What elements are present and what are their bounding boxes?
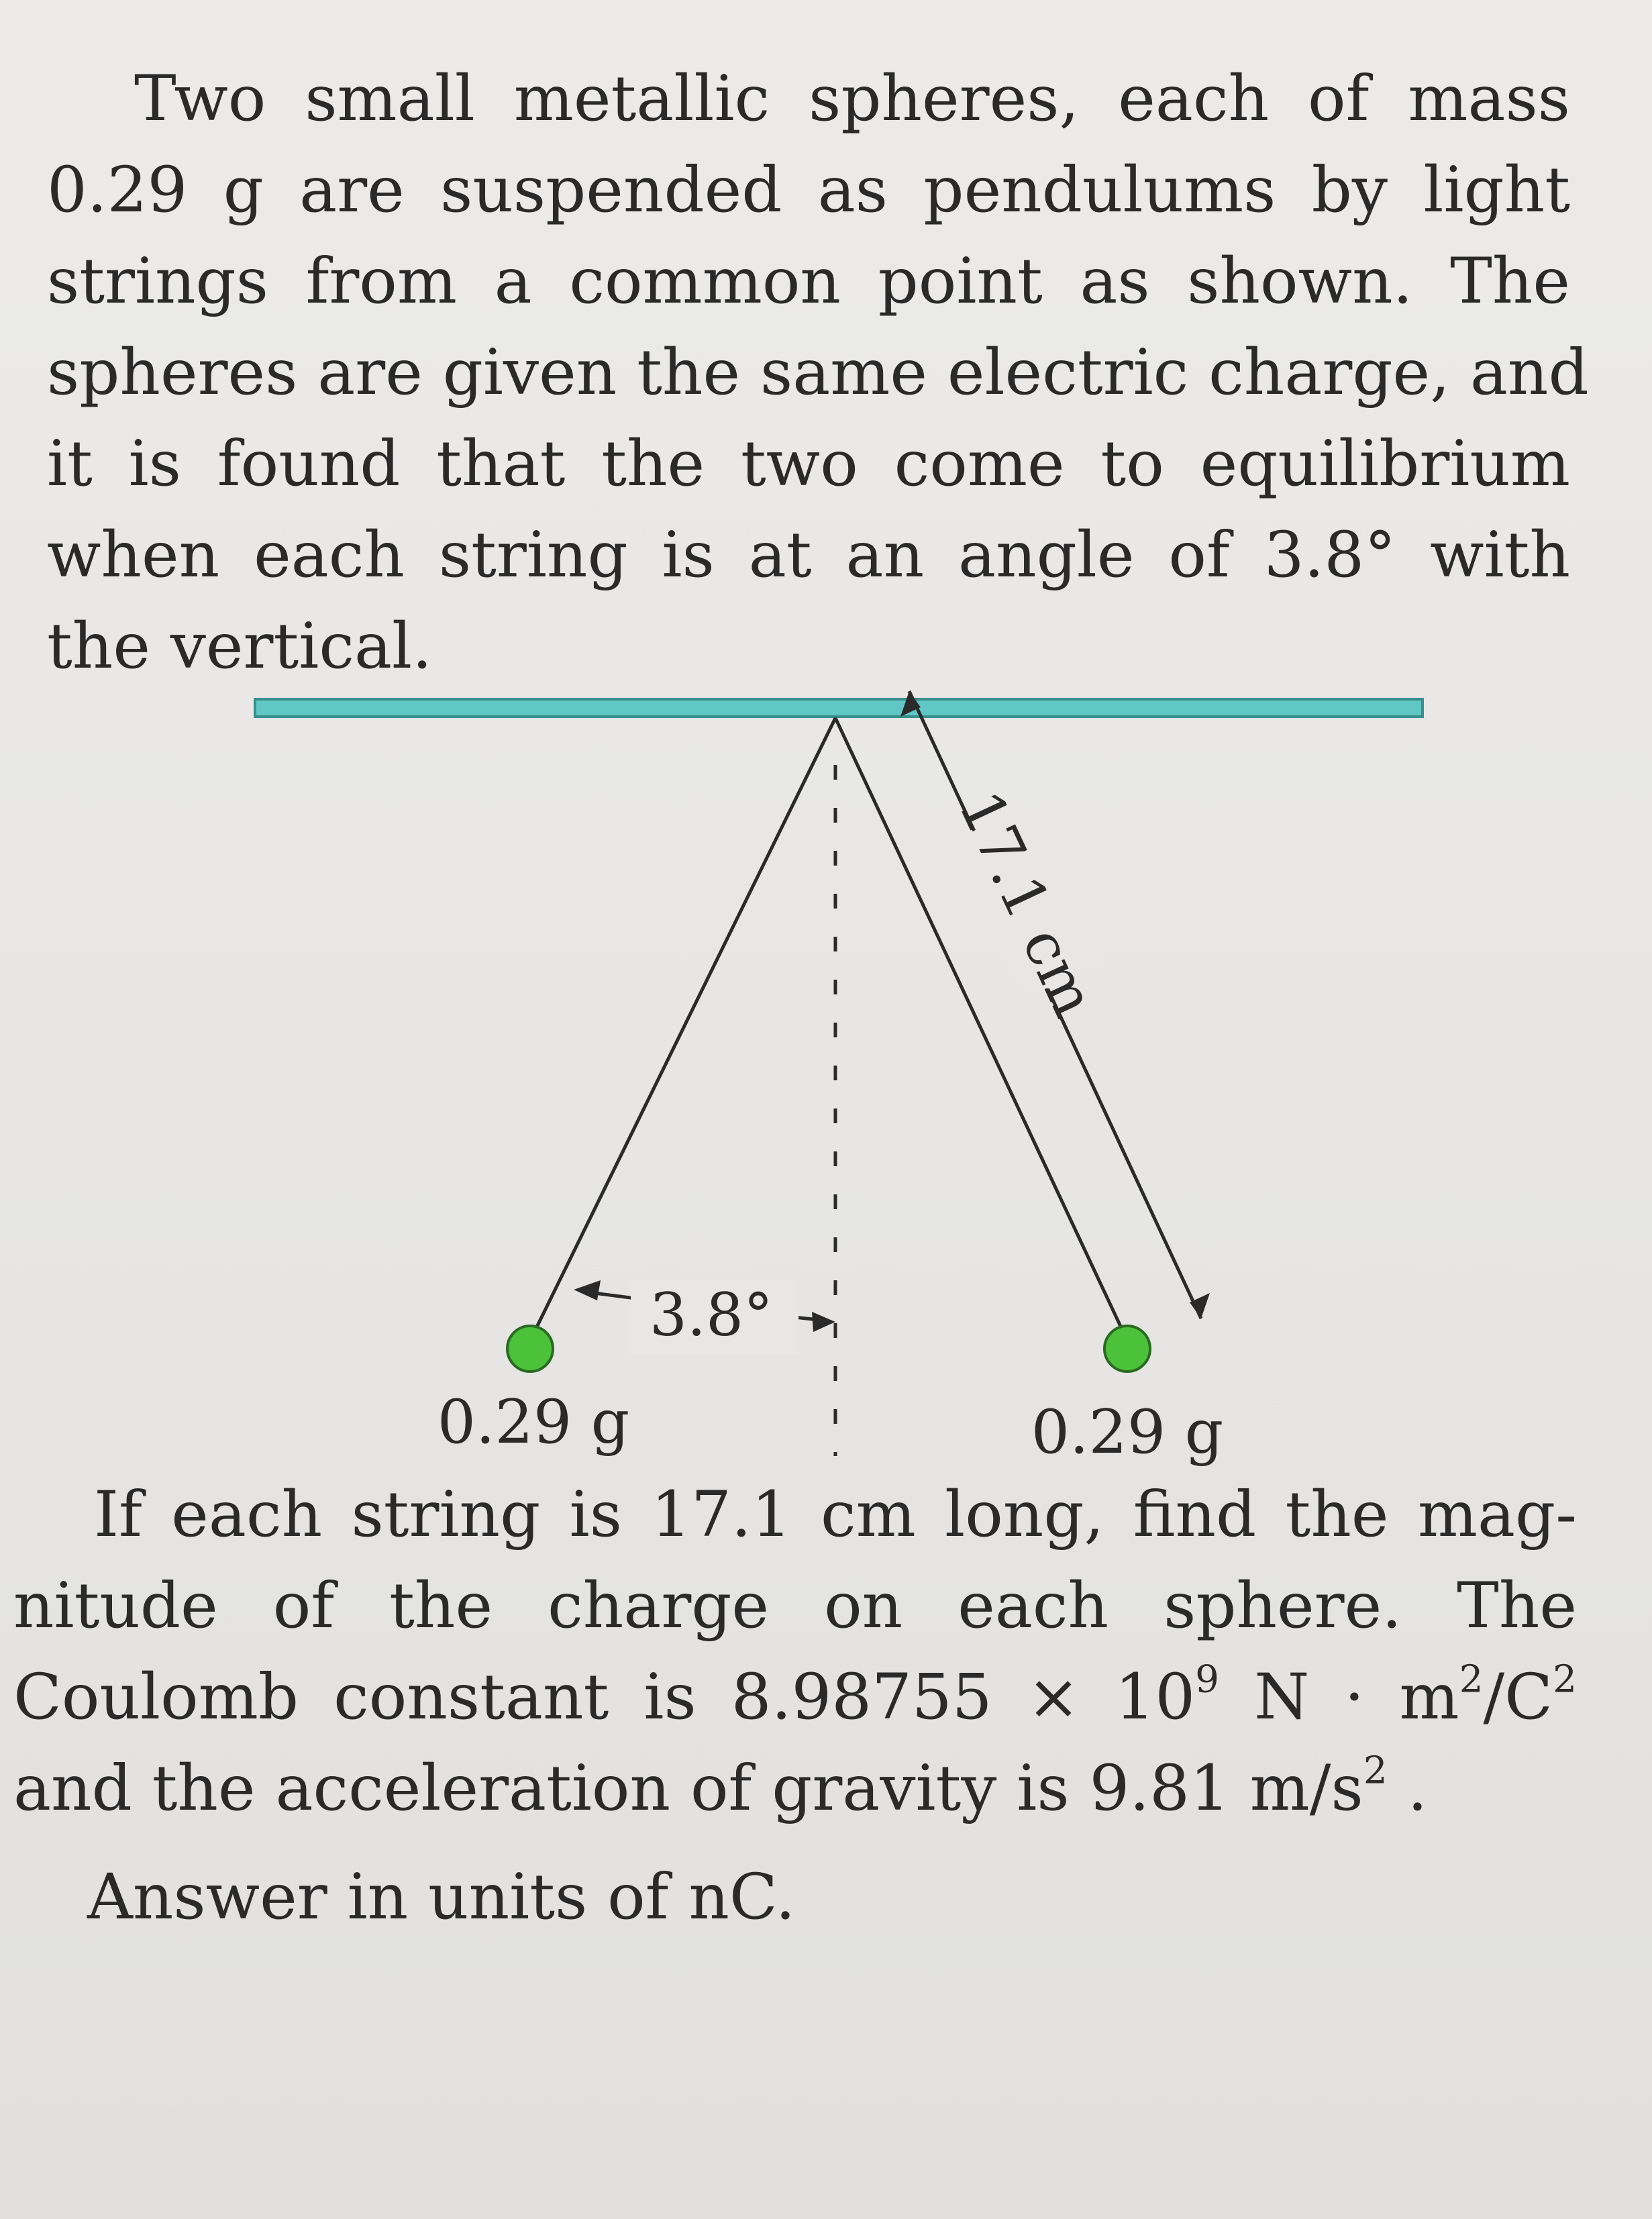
intro-line: strings from a common point as shown. The bbox=[47, 245, 1570, 318]
left-string bbox=[530, 718, 835, 1341]
ceiling-bar bbox=[255, 699, 1423, 717]
coulomb-prefix: Coulomb constant is 8.98755 × 10 bbox=[13, 1661, 1196, 1734]
coulomb-exponent: 9 bbox=[1195, 1657, 1220, 1702]
intro-line: Two small metallic spheres, each of mass bbox=[134, 62, 1570, 136]
coulomb-units-exponent-1: 2 bbox=[1459, 1657, 1484, 1702]
left-sphere bbox=[507, 1326, 553, 1372]
intro-line: the vertical. bbox=[47, 610, 432, 683]
gravity-prefix: and the acceleration of gravity is 9.81 m/s bbox=[13, 1752, 1363, 1825]
coulomb-units-a: N · m bbox=[1219, 1661, 1459, 1734]
problem-intro bbox=[47, 54, 1589, 692]
pendulum-diagram bbox=[0, 664, 1652, 1483]
question-line: nitude of the charge on each sphere. The bbox=[13, 1569, 1577, 1643]
question-line: If each string is 17.1 cm long, find the mag- bbox=[94, 1478, 1577, 1551]
right-sphere bbox=[1104, 1326, 1150, 1372]
right-mass-label: 0.29 g bbox=[1031, 1397, 1224, 1467]
coulomb-units-b: /C bbox=[1483, 1661, 1553, 1734]
gravity-exponent: 2 bbox=[1363, 1749, 1388, 1793]
intro-line: 0.29 g are suspended as pendulums by light bbox=[47, 154, 1570, 227]
gravity-line bbox=[13, 1743, 1577, 1835]
intro-line: it is found that the two come to equilibrium bbox=[47, 427, 1570, 501]
angle-arrow-left bbox=[574, 1280, 601, 1300]
angle-label: 3.8° bbox=[650, 1280, 773, 1349]
intro-line: spheres are given the same electric charge, and bbox=[47, 336, 1589, 409]
length-label: 17.1 cm bbox=[945, 780, 1109, 1027]
gravity-suffix: . bbox=[1387, 1752, 1428, 1825]
left-mass-label: 0.29 g bbox=[437, 1387, 630, 1457]
problem-question bbox=[13, 1469, 1577, 1835]
angle-arrow-right bbox=[812, 1312, 835, 1332]
coulomb-units-exponent-2: 2 bbox=[1553, 1657, 1577, 1702]
answer-prompt: Answer in units of nC. bbox=[87, 1861, 796, 1934]
intro-line: when each string is at an angle of 3.8° with bbox=[47, 519, 1570, 592]
coulomb-constant-line bbox=[13, 1652, 1577, 1743]
